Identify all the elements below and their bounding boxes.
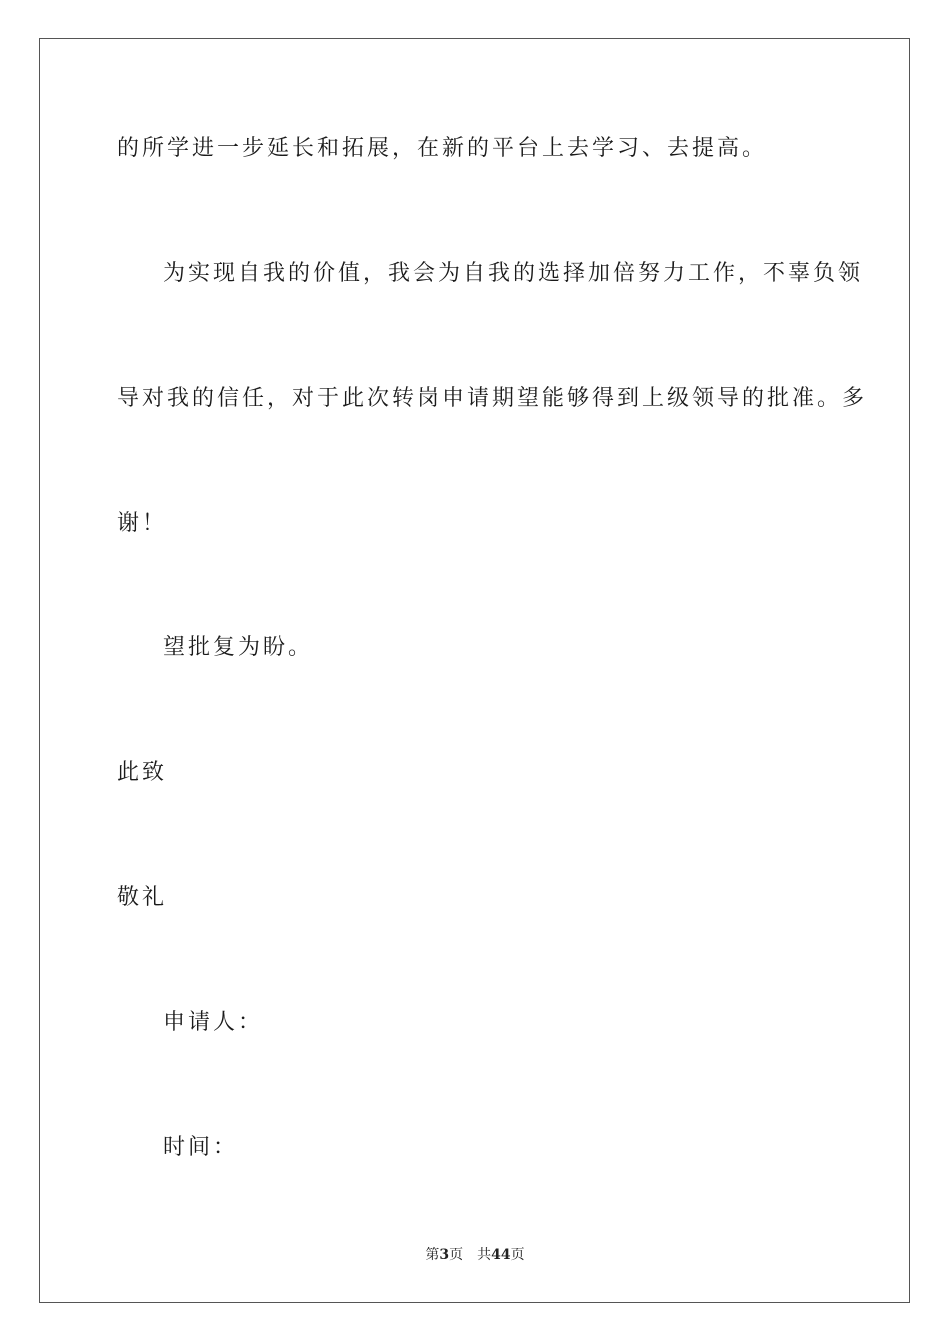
footer-page-prefix: 第 bbox=[425, 1247, 440, 1263]
applicant-line: 申请人： bbox=[163, 1010, 264, 1035]
text-line-5: 望批复为盼。 bbox=[163, 635, 314, 660]
footer-total-pages: 44 bbox=[491, 1247, 511, 1263]
text-line-4: 谢！ bbox=[117, 511, 168, 536]
footer-total-prefix: 共 bbox=[477, 1247, 492, 1263]
salutation-line: 此致 bbox=[117, 760, 168, 785]
date-line: 时间： bbox=[163, 1135, 239, 1160]
text-line-1: 的所学进一步延长和拓展，在新的平台上去学习、去提高。 bbox=[117, 136, 768, 161]
page-footer bbox=[0, 1244, 950, 1264]
text-line-2: 为实现自我的价值，我会为自我的选择加倍努力工作，不辜负领 bbox=[163, 261, 864, 286]
footer-total-suffix: 页 bbox=[510, 1247, 525, 1263]
page-border bbox=[39, 38, 910, 1303]
regards-line: 敬礼 bbox=[117, 885, 168, 910]
footer-page-number: 3 bbox=[439, 1247, 450, 1263]
text-line-3: 导对我的信任，对于此次转岗申请期望能够得到上级领导的批准。多 bbox=[117, 386, 868, 411]
footer-page-suffix: 页 bbox=[449, 1247, 464, 1263]
